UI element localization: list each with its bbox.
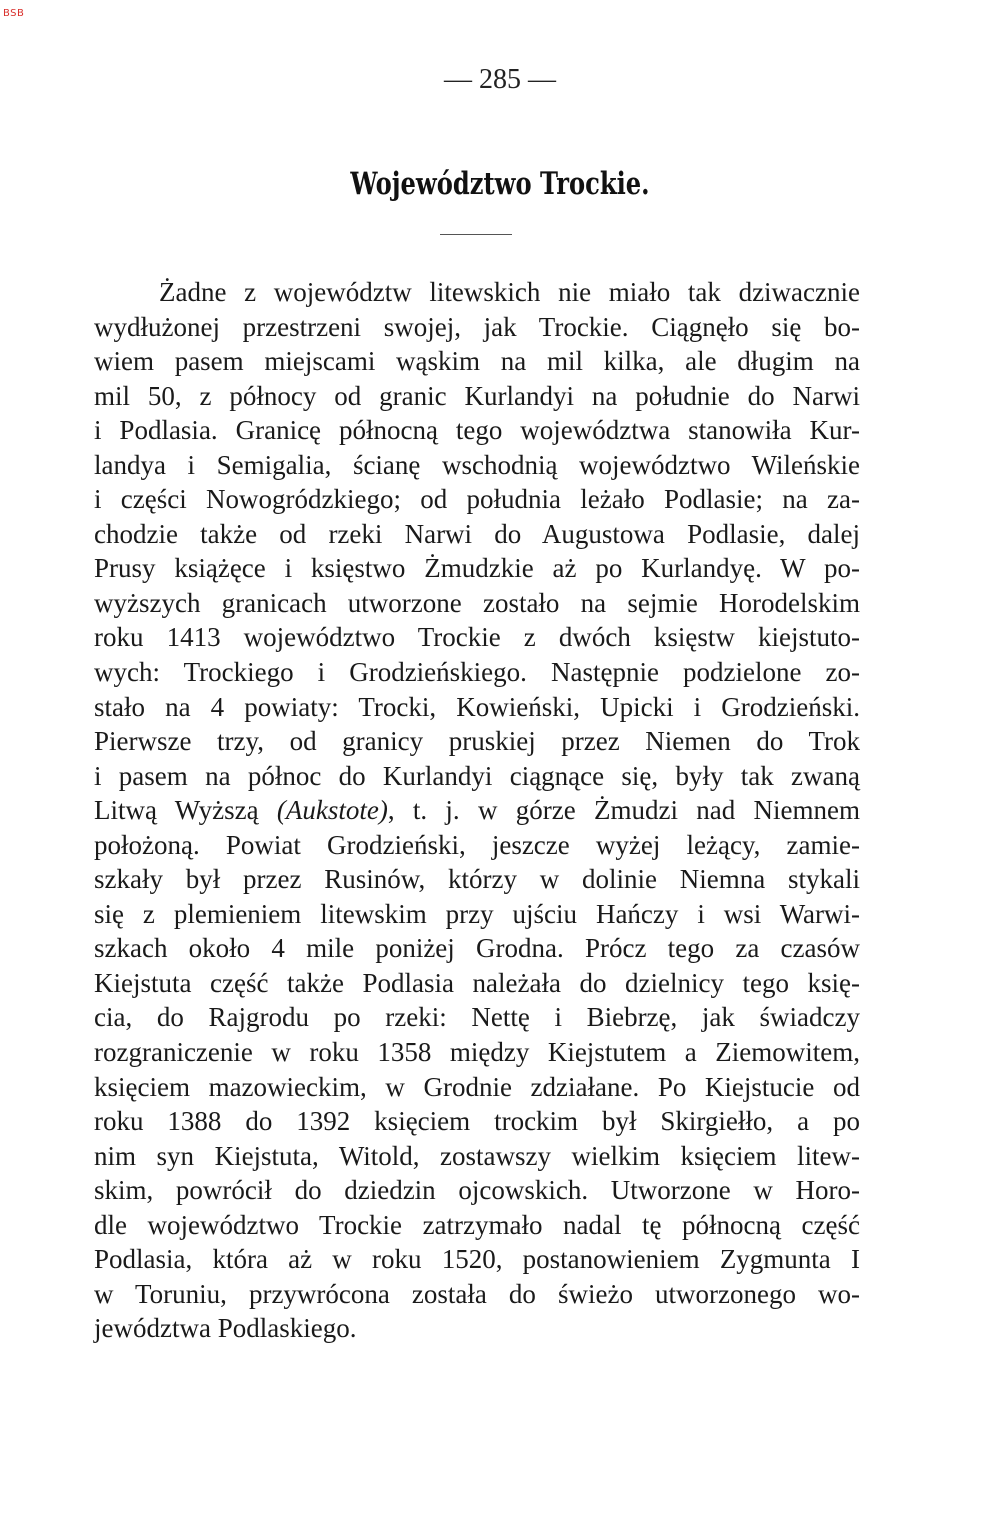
text-line: i pasem na północ do Kurlandyi ciągnące się, były tak zwaną — [94, 760, 860, 791]
text-line: w Toruniu, przywrócona została do świeżo utworzonego wo- — [94, 1278, 860, 1309]
text-line: się z plemieniem litewskim przy ujściu Hańczy i wsi Warwi- — [94, 898, 860, 929]
text-line: i Podlasia. Granicę północną tego województwa stanowiła Kur- — [94, 415, 860, 446]
body-paragraph — [94, 275, 860, 1346]
text-line: dle województwo Trockie zatrzymało nadal tę północną część — [94, 1209, 860, 1240]
text-line: księciem mazowieckim, w Grodnie zdziałane. Po Kiejstucie od — [94, 1071, 860, 1102]
text-line: Litwą Wyższą (Aukstote), t. j. w górze Żmudzi nad Niemnem — [94, 795, 860, 826]
text-line: i części Nowogródzkiego; od południa leżało Podlasie; na za- — [94, 484, 860, 515]
page-number: — 285 — — [444, 64, 556, 95]
text-line: wych: Trockiego i Grodzieńskiego. Następnie podzielone zo- — [94, 657, 860, 688]
text-line: wiem pasem miejscami wąskim na mil kilka, ale długim na — [94, 346, 860, 377]
text-line: Prusy książęce i księstwo Żmudzkie aż po Kurlandyę. W po- — [94, 553, 860, 584]
text-line: Żadne z województw litewskich nie miało tak dziwacznie — [159, 277, 860, 307]
text-line: szkały był przez Rusinów, którzy w dolinie Niemna stykali — [94, 864, 860, 895]
text-line: wydłużonej przestrzeni swojej, jak Trockie. Ciągnęło się bo- — [94, 311, 860, 342]
text-line: rozgraniczenie w roku 1358 między Kiejstutem a Ziemowitem, — [94, 1037, 860, 1068]
text-line: stało na 4 powiaty: Trocki, Kowieński, Upicki i Grodzieński. — [94, 691, 860, 722]
text-line: położoną. Powiat Grodzieński, jeszcze wyżej leżący, zamie- — [94, 829, 860, 860]
text-line: Pierwsze trzy, od granicy pruskiej przez Niemen do Trok — [94, 726, 860, 757]
text-line: wyższych granicach utworzone zostało na sejmie Horodelskim — [94, 587, 860, 618]
title-divider — [440, 234, 512, 235]
text-line: skim, powrócił do dziedzin ojcowskich. Utworzone w Horo- — [94, 1175, 860, 1206]
chapter-title: Województwo Trockie. — [350, 166, 650, 202]
text-line: chodzie także od rzeki Narwi do Augustowa Podlasie, dalej — [94, 518, 860, 549]
text-line: nim syn Kiejstuta, Witold, zostawszy wielkim księciem litew- — [94, 1140, 860, 1171]
text-line: Podlasia, która aż w roku 1520, postanowieniem Zygmunta I — [94, 1244, 860, 1275]
text-line: mil 50, z północy od granic Kurlandyi na południe do Narwi — [94, 380, 860, 411]
italic-term: (Aukstote) — [276, 795, 388, 826]
text-line: Kiejstuta część także Podlasia należała do dzielnicy tego księ- — [94, 967, 860, 998]
text-line: cia, do Rajgrodu po rzeki: Nettę i Biebrzę, jak świadczy — [94, 1002, 860, 1033]
text-line: szkach około 4 mile poniżej Grodna. Prócz tego za czasów — [94, 933, 860, 964]
text-line: roku 1388 do 1392 księciem trockim był Skirgiełło, a po — [94, 1106, 860, 1137]
text-line: roku 1413 województwo Trockie z dwóch księstw kiejstuto- — [94, 622, 860, 653]
text-line: jewództwa Podlaskiego. — [94, 1313, 357, 1344]
library-stamp: BSB — [3, 8, 25, 19]
text-line: landya i Semigalia, ścianę wschodnią województwo Wileńskie — [94, 449, 860, 480]
